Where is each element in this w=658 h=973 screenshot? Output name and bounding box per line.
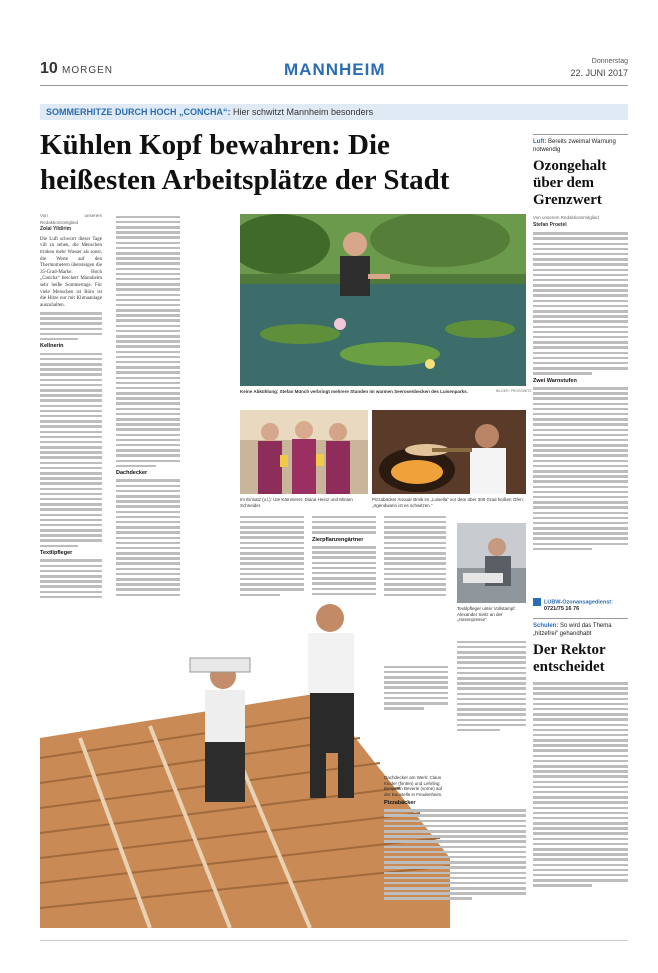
photo-pizza-baker (372, 410, 526, 494)
article-column-2 (116, 213, 180, 613)
topic-text: Hier schwitzt Mannheim besonders (233, 107, 374, 117)
text-block (384, 809, 526, 900)
byline-label: Von unserem Redaktionsmitglied (533, 215, 599, 220)
caption-pizza-baker: Pizzabäcker Anouar Bmik im „Luisella“ vor dem über 300 Grad heißen Ofen: „Irgendwann ist es schwitzen.“ (372, 497, 524, 508)
text-block (312, 516, 376, 534)
text-block (384, 666, 448, 710)
caption-waitresses: Im Einsatz (v.l.): Ute Kämmerer, Diana Heinz und Miriam Schneider. (240, 497, 353, 508)
subhead-pizzabaecker: Pizzabäcker (384, 800, 416, 806)
page-number: 10 (40, 60, 58, 77)
photo-credit: BILDER: PROSSWITZ (496, 389, 532, 393)
main-headline (40, 128, 526, 198)
text-block (240, 516, 304, 596)
headline-line-2: heißesten Arbeitsplätze der Stadt (40, 164, 450, 196)
date: 22. JUNI 2017 (570, 68, 628, 78)
photo-pizza-baker-image (372, 410, 526, 494)
kicker-text: So wird das Thema „hitzefrei“ gehandhabt (533, 623, 612, 637)
intro-text: Die Luft schwirrt dieser Tage vill zu sehen, die Menschen trinken mehr Wasser als sonst, die Werte auf den Thermometern übersteigen die 35-Grad-Marke. Hoch „Concha“ beschert Mannheim sehr heiße Sommertage. Für viele Menschen ist Büro ist die Hitze nur mit Klimaanlage auszuhalten. (40, 236, 102, 308)
sidebar-kicker (533, 138, 628, 154)
subhead-kellnerin: Kellnerin (40, 343, 64, 350)
kicker-label: Schulen: (533, 623, 559, 629)
caption-textile-cleaner: Textilpfleger unter Vollstampf: Alexander Seitz an der „Hosenpresse“. (457, 606, 516, 622)
sidebar-kicker (533, 622, 628, 638)
sidebar-headline: Der Rektor entscheidet (533, 642, 606, 675)
sidebar-rule (533, 134, 628, 135)
caption-lily-pond (240, 389, 490, 395)
article-column-7 (384, 663, 448, 711)
topic-bar (40, 104, 628, 120)
photo-waitresses (240, 410, 368, 494)
byline-label: Von unserem Redaktionsmitglied (40, 213, 102, 225)
article-column-8 (384, 797, 526, 901)
sidebar-headline: Ozongehalt über dem Grenzwert (533, 158, 607, 208)
caption-roofers: Dachdecker am Werk: Claus Kinder (hinten) und Lehrling Benjamin Beverle (vorne) auf der Baustelle in Feudenheim. (384, 775, 443, 797)
city-title: MANNHEIM (284, 60, 386, 79)
page-header (40, 58, 628, 86)
text-block (533, 682, 628, 887)
article-column-3 (240, 513, 304, 597)
photo-textile-cleaner (457, 523, 526, 603)
text-block (40, 353, 102, 547)
lubw-logo (533, 598, 541, 606)
caption-text: Keine Abkühlung: Stefan Münch verbringt mehrere Stunden im warmen Seerosenbecken des Luisenparks. (240, 389, 468, 394)
lubw-hotline (533, 598, 628, 612)
weekday: Donnerstag (591, 58, 628, 65)
lubw-phone: 0721/75 16 76 (544, 606, 580, 612)
subhead-textilpfleger: Textilpfleger (40, 550, 73, 557)
sidebar-body (533, 682, 628, 887)
text-block (533, 232, 628, 375)
headline-line-1: Kühlen Kopf bewahren: Die (40, 129, 390, 161)
author: Zolal Yildirim (40, 226, 72, 233)
photo-textile-cleaner-image (457, 523, 526, 603)
sidebar-ozone (533, 138, 628, 552)
text-block (116, 479, 180, 611)
sidebar-schools (533, 622, 628, 888)
subhead-dachdecker: Dachdecker (116, 470, 148, 477)
photo-lily-pond-image (240, 214, 526, 386)
text-block (533, 387, 628, 550)
topic-kicker: SOMMERHITZE DURCH HOCH „CONCHA“: (46, 107, 231, 117)
subhead-zierpflanzengaertner: Zierpflanzengärtner (312, 536, 364, 543)
article-column-6 (457, 638, 526, 733)
text-block (40, 312, 102, 340)
kicker-label: Luft: (533, 139, 547, 145)
author: Stefan Proetel (533, 221, 567, 228)
text-block (457, 641, 526, 732)
sidebar-body (533, 215, 628, 550)
section-name: MORGEN (62, 65, 113, 76)
sidebar-subhead: Zwei Warnstufen (533, 377, 577, 384)
text-block (116, 216, 180, 468)
sidebar-rule (533, 618, 628, 619)
lubw-label: LUBW-Ozonansagedienst: (544, 599, 613, 606)
kicker-text: Bereits zweimal Warnung notwendig (533, 139, 616, 153)
footer-rule (40, 940, 628, 941)
photo-lily-pond (240, 214, 526, 386)
photo-waitresses-image (240, 410, 368, 494)
